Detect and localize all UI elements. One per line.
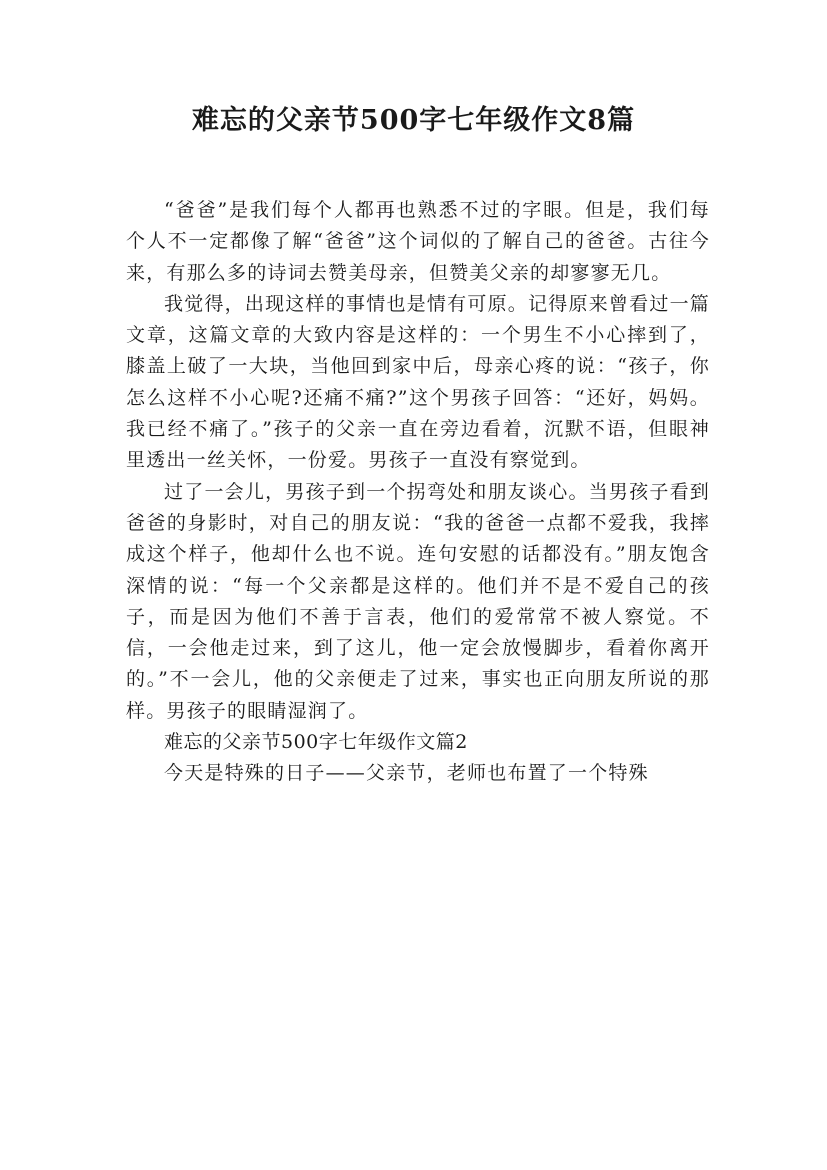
section-subheading: 难忘的父亲节500字七年级作文篇2 xyxy=(164,731,468,754)
document-title: 难忘的父亲节500字七年级作文8篇 xyxy=(191,105,636,136)
paragraph-1: “爸爸”是我们每个人都再也熟悉不过的字眼。但是，我们每个人不一定都像了解“爸爸”这个词似的了解自己的爸爸。古往今来，有那么多的诗词去赞美母亲，但赞美父亲的却寥寥无几。 xyxy=(126,199,710,284)
paragraph-4: 今天是特殊的日子——父亲节，老师也布置了一个特殊 xyxy=(164,762,649,785)
paragraph-3: 过了一会儿，男孩子到一个拐弯处和朋友谈心。当男孩子看到爸爸的身影时，对自己的朋友说：“我的爸爸一点都不爱我，我摔成这个样子，他却什么也不说。连句安慰的话都没有。”朋友饱含深情的说：“每一个父亲都是这样的。他们并不是不爱自己的孩子，而是因为他们不善于言表，他们的爱常常不被人察觉。不信，一会他走过来，到了这儿，他一定会放慢脚步，看着你离开的。”不一会儿，他的父亲便走了过来，事实也正向朋友所说的那样。男孩子的眼睛湿润了。 xyxy=(126,480,710,722)
paragraph-2: 我觉得，出现这样的事情也是情有可原。记得原来曾看过一篇文章，这篇文章的大致内容是这样的：一个男生不小心摔到了，膝盖上破了一大块，当他回到家中后，母亲心疼的说：“孩子，你怎么这样不小心呢?还痛不痛?”这个男孩子回答：“还好，妈妈。我已经不痛了。”孩子的父亲一直在旁边看着，沉默不语，但眼神里透出一丝关怀，一份爱。男孩子一直没有察觉到。 xyxy=(126,292,710,472)
document-body xyxy=(126,195,710,790)
